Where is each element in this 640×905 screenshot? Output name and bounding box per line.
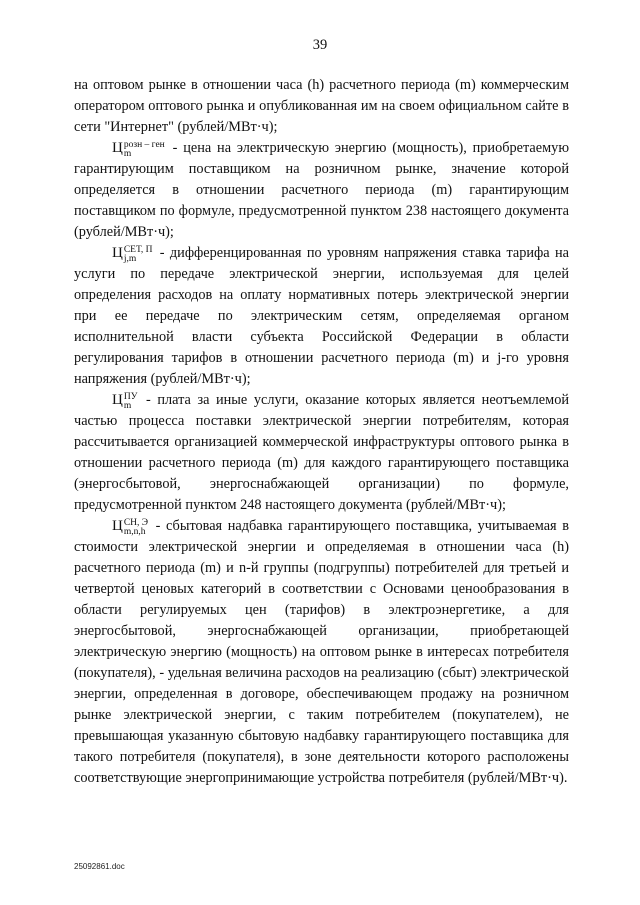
- page-number: 39: [312, 37, 328, 53]
- formula-superscript: розн – ген: [123, 140, 165, 150]
- formula-indices: [124, 393, 138, 411]
- definition-text: - цена на электрическую энергию (мощность), приобретаемую гарантирующим поставщиком на розничном рынке, значение которой определяется в отношении расчетного периода (m) гарантирующим поставщиком по формуле, предусмотренной пунктом 238 настоящего документа (рублей/МВт·ч);: [74, 140, 569, 240]
- definition-price-retail: [74, 138, 569, 243]
- formula-symbol: Ц розн – ген m: [112, 140, 165, 159]
- definition-text: - сбытовая надбавка гарантирующего поставщика, учитываемая в стоимости электрической энергии и определяемая в отношении часа (h) расчетного периода (m) и n-й группы (подгруппы) потребителей для третьей и четвертой ценовых категорий в соответствии с Основами ценообразования в области регулируемых цен (тарифов) в электроэнергетике, а для энергосбытовой, энергоснабжающей организации, приобретающей электрическую энергию (мощность) на оптовом рынке в интересах потребителя (покупателя), - удельная величина расходов на реализацию (сбыт) электрической энергии, определенная в договоре, обеспечивающем продажу на розничном рынке электрической энергии, с таким потребителем (покупателем), не превышающая указанную сбытовую надбавку гарантирующего поставщика для такого потребителя (покупателя), в зоне деятельности которого расположены соответствующие энергопринимающие устройства потребителя (рублей/МВт·ч).: [74, 518, 569, 786]
- formula-indices: [124, 519, 148, 537]
- document-body: [74, 75, 569, 789]
- definition-other-services: [74, 390, 569, 516]
- formula-subscript: j,m: [123, 254, 137, 264]
- formula-indices: [124, 141, 165, 159]
- paragraph-continuation: [74, 75, 569, 138]
- formula-subscript: m: [123, 149, 132, 159]
- formula-symbol: Ц СЕТ, П j,m: [112, 245, 153, 264]
- formula-symbol: Ц ПУ m: [112, 392, 138, 411]
- definition-network-tariff: [74, 243, 569, 390]
- formula-indices: [124, 246, 153, 264]
- definition-text: - плата за иные услуги, оказание которых является неотъемлемой частью процесса поставки электрической энергии потребителям, которая рассчитывается организацией коммерческой инфраструктуры оптового рынка в отношении расчетного периода (m) для каждого гарантирующего поставщика (энергосбытовой, энергоснабжающей организации) по формуле, предусмотренной пунктом 248 настоящего документа (рублей/МВт·ч);: [74, 392, 569, 513]
- definition-sales-markup: [74, 516, 569, 789]
- document-filename: 25092861.doc: [74, 862, 125, 871]
- paragraph-text: на оптовом рынке в отношении часа (h) расчетного периода (m) коммерческим оператором оптового рынка и опубликованная им на своем официальном сайте в сети "Интернет" (рублей/МВт·ч);: [74, 77, 569, 135]
- formula-superscript: СЕТ, П: [123, 245, 153, 255]
- formula-symbol: Ц СН, Э m,n,h: [112, 518, 149, 537]
- formula-subscript: m,n,h: [123, 527, 146, 537]
- definition-text: - дифференцированная по уровням напряжения ставка тарифа на услуги по передаче электрической энергии, используемая для целей определения расходов на оплату нормативных потерь электрической энергии при ее передаче по электрическим сетям, определяемая органом исполнительной власти субъекта Российской Федерации в области регулирования тарифов в отношении расчетного периода (m) и j-го уровня напряжения (рублей/МВт·ч);: [74, 245, 569, 387]
- formula-superscript: ПУ: [123, 392, 138, 402]
- formula-superscript: СН, Э: [123, 518, 149, 528]
- formula-subscript: m: [123, 401, 132, 411]
